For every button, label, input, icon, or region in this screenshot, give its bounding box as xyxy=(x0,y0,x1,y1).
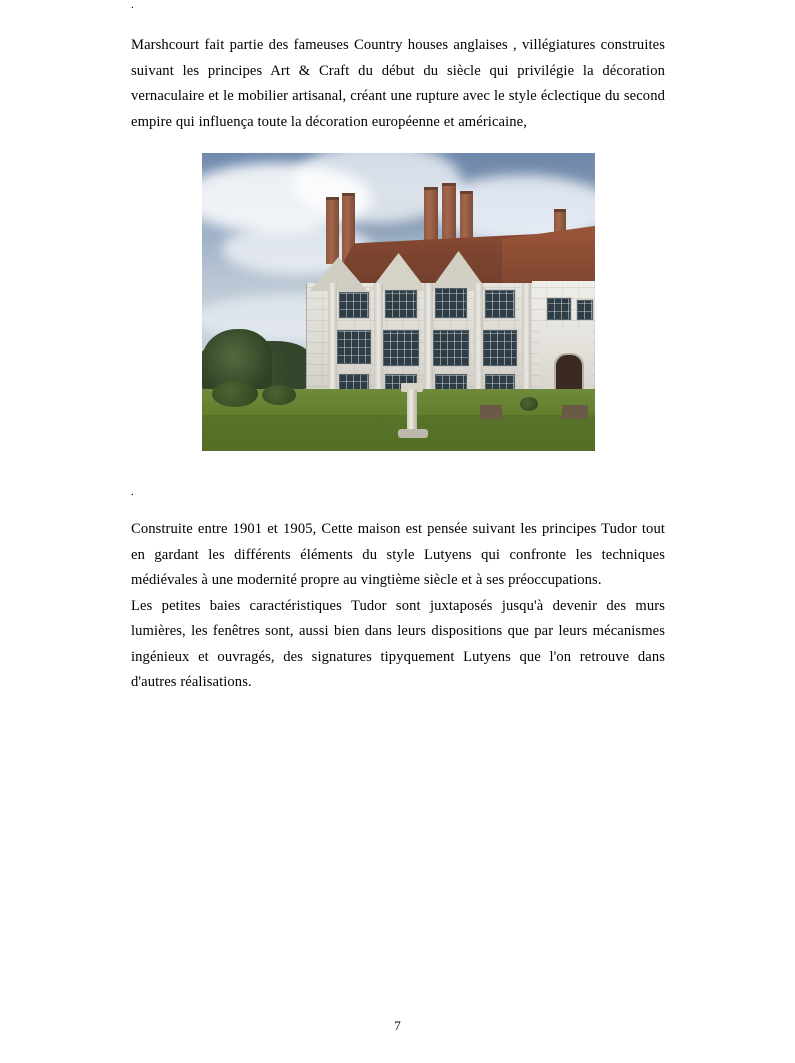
garden-bench xyxy=(480,405,502,419)
window xyxy=(338,291,370,319)
window xyxy=(546,297,572,321)
window xyxy=(434,287,468,319)
window xyxy=(482,329,518,367)
window xyxy=(484,289,516,319)
marshcourt-photo xyxy=(202,153,595,451)
window xyxy=(576,299,594,321)
window xyxy=(336,329,372,365)
window xyxy=(382,329,420,367)
sundial-shaft xyxy=(407,389,417,433)
figure-container xyxy=(131,153,665,451)
document-body xyxy=(131,0,665,696)
paragraph-windows: Les petites baies caractéristiques Tudor sont juxtaposés jusqu'à devenir des murs lumières, les fenêtres sont, aussi bien dans leurs dispositions que par leurs mécanismes ingénieux et ouvragés, des signatures tipyquement Lutyens que l'on retrouve dans d'autres réalisations. xyxy=(131,597,665,690)
shrub xyxy=(520,397,538,411)
window xyxy=(384,289,418,319)
top-dot-marker: . xyxy=(131,0,134,11)
middle-dot-marker: . xyxy=(131,486,134,498)
paragraph-intro: Marshcourt fait partie des fameuses Country houses anglaises , villégiatures construites suivant les principes Art & Craft du début du siècle qui privilégie la décoration vernaculaire et le mobilier artisanal, créant une rupture avec le style éclectique du second empire qui influença toute la décoration européenne et américaine, xyxy=(131,37,665,130)
chimney xyxy=(326,197,339,264)
garden-bench xyxy=(562,405,588,419)
shrub xyxy=(212,381,258,407)
shrub xyxy=(262,385,296,405)
sundial-base xyxy=(398,429,428,438)
page-number: 7 xyxy=(394,1018,401,1033)
paragraph-construction: Construite entre 1901 et 1905, Cette maison est pensée suivant les principes Tudor tout en gardant les différents éléments du style Lutyens qui confronte les techniques médiévales à une modernité propre au vingtième siècle et à ses préoccupations. xyxy=(131,521,665,588)
window xyxy=(432,329,470,367)
